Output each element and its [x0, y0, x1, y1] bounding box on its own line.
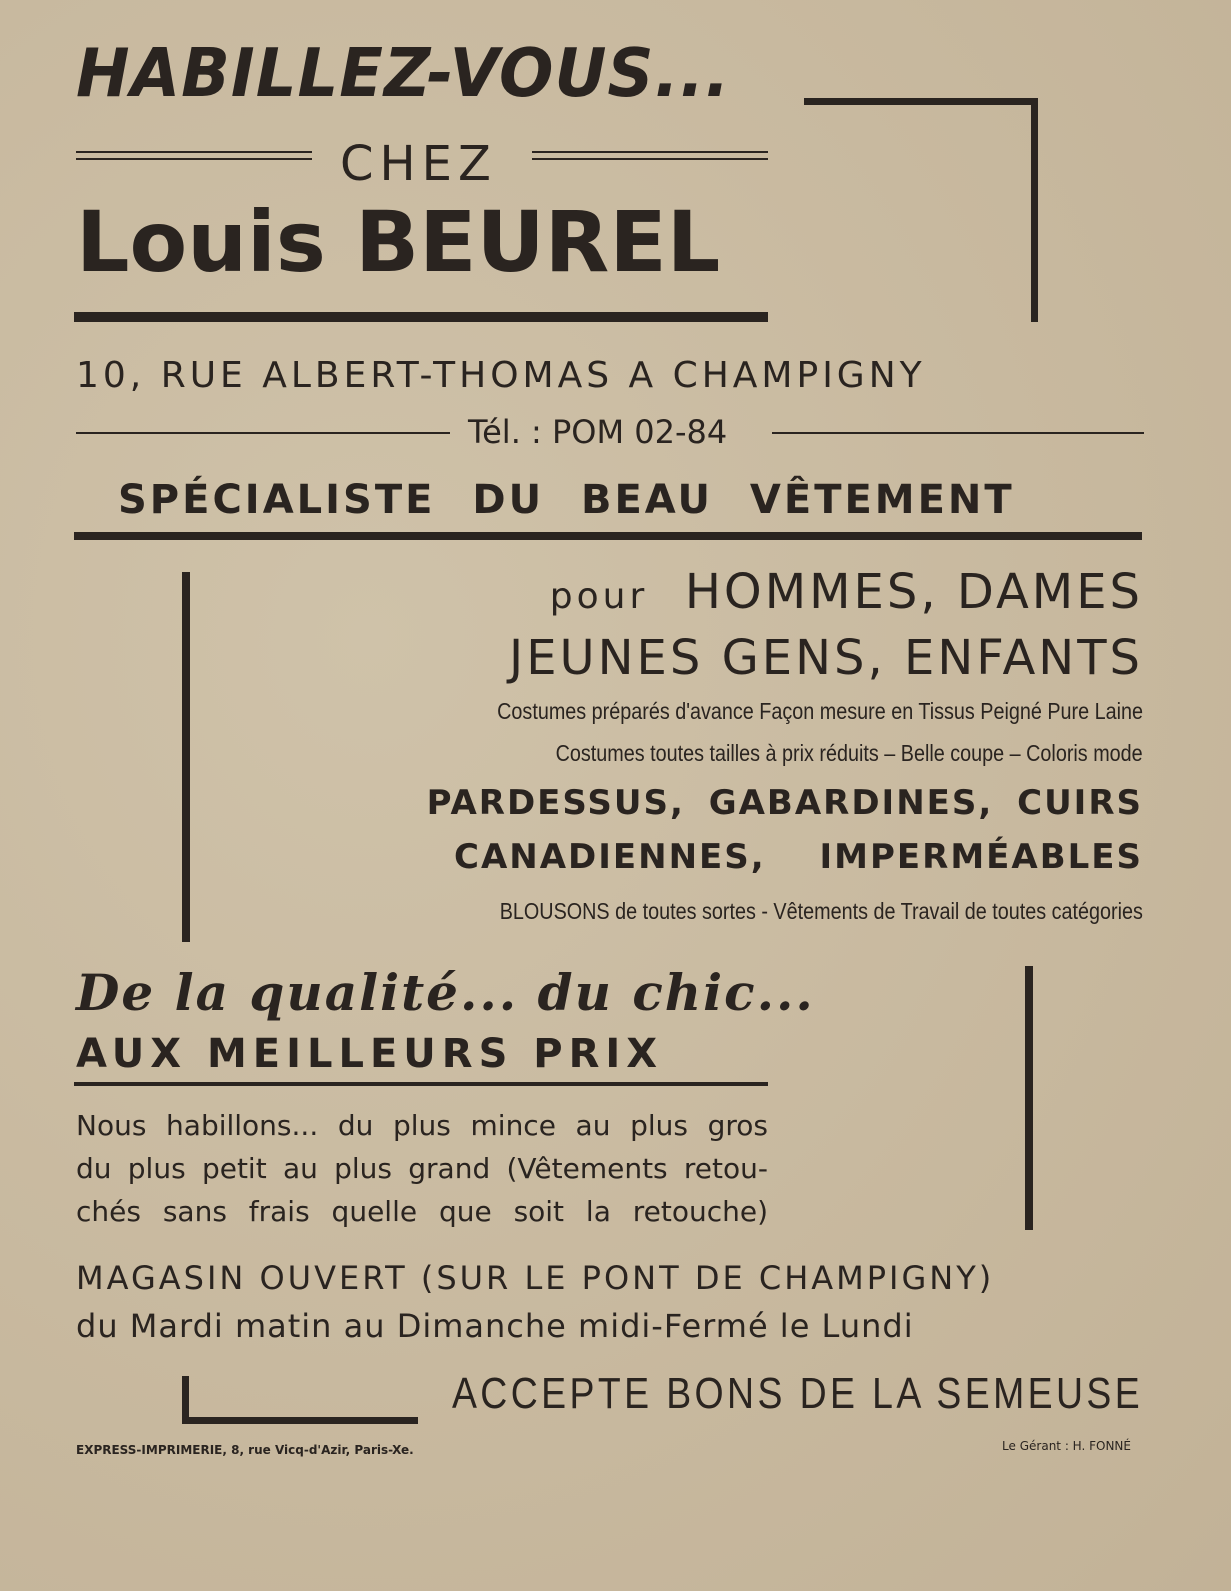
offer-pour: pour	[549, 576, 649, 617]
offer-vertical-bar	[182, 572, 190, 942]
bottom-bracket-base	[182, 1417, 418, 1424]
sizes-paragraph-line-2: du plus petit au plus grand (Vêtements retou-	[76, 1152, 768, 1185]
offer-line-pardessus: PARDESSUS, GABARDINES, CUIRS	[426, 783, 1143, 823]
offer-line-blousons: BLOUSONS de toutes sortes - Vêtements de Travail de toutes catégories	[499, 898, 1143, 924]
best-prices-underline	[74, 1082, 768, 1086]
quality-slogan: De la qualité... du chic...	[76, 963, 815, 1022]
chez-rule-left-top	[76, 151, 312, 153]
offer-line-jeunes-gens: JEUNES GENS, ENFANTS	[509, 630, 1143, 686]
sizes-paragraph-line-1: Nous habillons... du plus mince au plus gros	[76, 1109, 768, 1142]
accepts-vouchers: ACCEPTE BONS DE LA SEMEUSE	[451, 1369, 1143, 1418]
name-underline	[74, 312, 768, 322]
phone-number: Tél. : POM 02-84	[468, 413, 728, 451]
printer-credit: EXPRESS-IMPRIMERIE, 8, rue Vicq-d'Azir, Paris-Xe.	[76, 1443, 414, 1457]
chez-rule-right-top	[532, 151, 768, 153]
offer-line-costumes-1: Costumes préparés d'avance Façon mesure en Tissus Peigné Pure Laine	[497, 698, 1143, 724]
corner-bracket-top	[804, 98, 1038, 105]
corner-bracket-side	[1031, 98, 1038, 322]
phone-rule-right	[772, 432, 1144, 434]
chez-label: CHEZ	[340, 136, 497, 192]
manager-credit: Le Gérant : H. FONNÉ	[1002, 1439, 1131, 1453]
opening-hours: du Mardi matin au Dimanche midi-Fermé le Lundi	[76, 1307, 914, 1345]
specialty-heading: SPÉCIALISTE DU BEAU VÊTEMENT	[118, 477, 1015, 523]
specialty-underline	[74, 532, 1142, 540]
offer-hommes-dames: HOMMES, DAMES	[684, 564, 1143, 620]
quality-vertical-bar	[1025, 966, 1033, 1230]
phone-rule-left	[76, 432, 450, 434]
offer-line-hommes-dames	[549, 564, 1143, 620]
offer-line-canadiennes: CANADIENNES, IMPERMÉABLES	[454, 837, 1143, 877]
shop-address: 10, RUE ALBERT-THOMAS A CHAMPIGNY	[76, 355, 926, 396]
best-prices-heading: AUX MEILLEURS PRIX	[76, 1031, 664, 1077]
chez-rule-left-bottom	[76, 158, 312, 160]
chez-rule-right-bottom	[532, 158, 768, 160]
headline: HABILLEZ-VOUS...	[76, 35, 731, 113]
offer-line-costumes-2: Costumes toutes tailles à prix réduits – Belle coupe – Coloris mode	[555, 740, 1143, 766]
shop-owner-name: Louis BEUREL	[76, 193, 721, 291]
sizes-paragraph-line-3: chés sans frais quelle que soit la retouche)	[76, 1195, 768, 1228]
opening-location: MAGASIN OUVERT (SUR LE PONT DE CHAMPIGNY)	[76, 1259, 995, 1297]
